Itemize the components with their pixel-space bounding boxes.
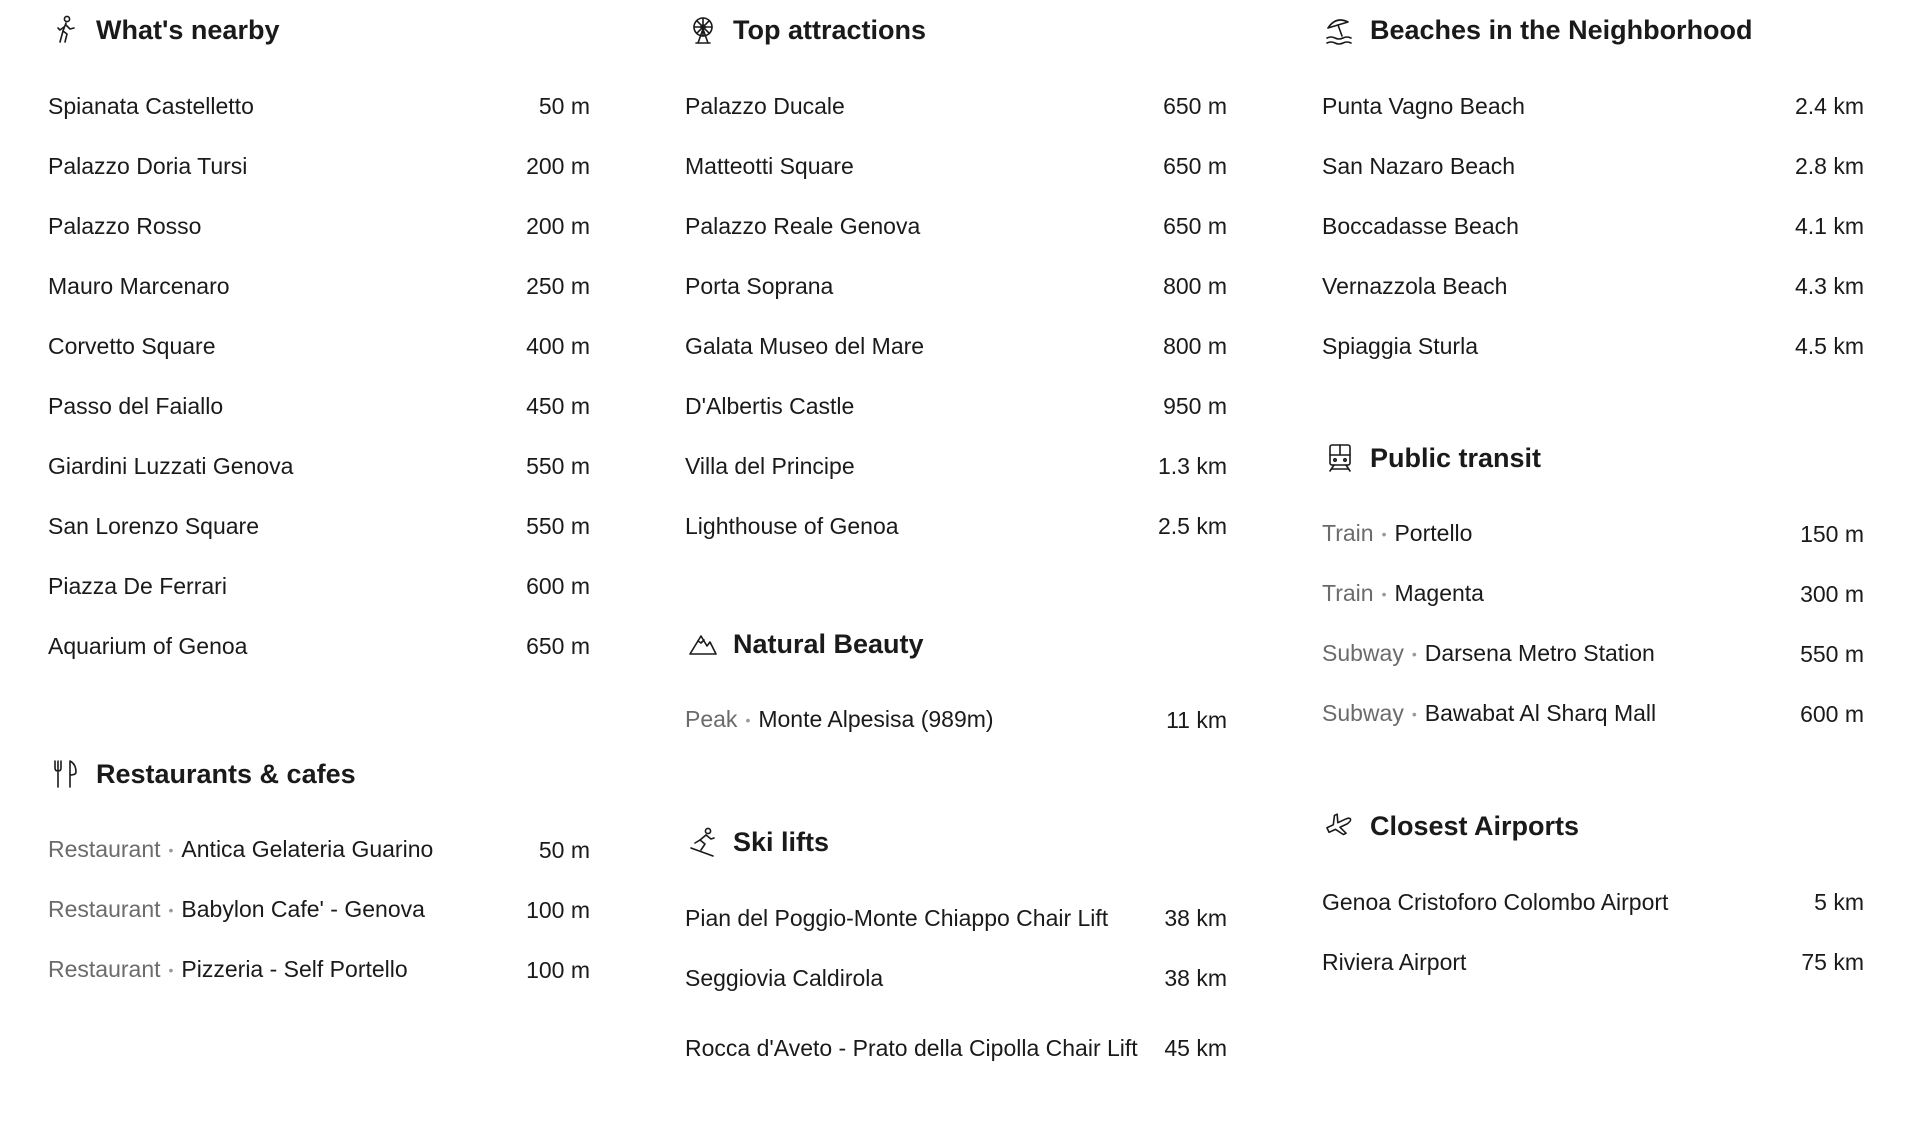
list-item[interactable] (48, 820, 590, 880)
place-name: Aquarium of Genoa (48, 633, 248, 659)
distance: 800 m (1163, 273, 1227, 299)
place-name: Spiaggia Sturla (1322, 333, 1478, 359)
distance: 11 km (1166, 707, 1227, 733)
place-name: Vernazzola Beach (1322, 273, 1508, 299)
distance: 5 km (1814, 889, 1864, 915)
list-item[interactable] (1322, 136, 1864, 196)
distance: 38 km (1164, 965, 1227, 991)
place-name: Lighthouse of Genoa (685, 513, 899, 539)
list-item[interactable] (1322, 504, 1864, 564)
distance: 2.5 km (1157, 513, 1227, 539)
place-name: Piazza De Ferrari (48, 573, 227, 599)
place-name: Villa del Principe (685, 453, 855, 479)
list-item[interactable] (48, 940, 590, 1000)
list-item[interactable] (685, 196, 1227, 256)
place-name: Giardini Luzzati Genova (48, 453, 294, 479)
distance: 650 m (1163, 153, 1227, 179)
list-item[interactable] (685, 256, 1227, 316)
distance: 1.3 km (1157, 453, 1227, 479)
distance: 250 m (526, 273, 590, 299)
section-natural-beauty (685, 614, 1227, 750)
place-name: Galata Museo del Mare (685, 333, 925, 359)
distance: 150 m (1800, 521, 1864, 547)
section-header (1322, 428, 1864, 488)
place-name: Genoa Cristoforo Colombo Airport (1322, 889, 1669, 915)
place-category: Peak (685, 705, 738, 732)
list-item[interactable] (48, 196, 590, 256)
list-item[interactable] (1322, 76, 1864, 136)
place-category: Train (1322, 579, 1374, 606)
distance: 600 m (1800, 701, 1864, 727)
place-name: Mauro Marcenaro (48, 273, 230, 299)
list-item[interactable] (685, 888, 1227, 948)
place-name: San Nazaro Beach (1322, 153, 1516, 179)
beach-umbrella-icon (1322, 12, 1358, 48)
distance: 450 m (526, 393, 590, 419)
place-category: Restaurant (48, 895, 161, 922)
distance: 4.3 km (1794, 273, 1864, 299)
list-item[interactable] (1322, 564, 1864, 624)
section-beaches (1322, 0, 1864, 376)
place-name: Babylon Cafe' - Genova (181, 895, 425, 922)
airplane-icon (1322, 808, 1358, 844)
place-name: Magenta (1394, 579, 1484, 606)
place-category: Train (1322, 519, 1374, 546)
place-name: San Lorenzo Square (48, 513, 259, 539)
place-name: Rocca d'Aveto - Prato della Cipolla Chair Lift (685, 1035, 1138, 1061)
list-item[interactable] (685, 1008, 1227, 1084)
distance: 2.8 km (1794, 153, 1864, 179)
list-item[interactable] (685, 496, 1227, 556)
section-header (1322, 796, 1864, 856)
section-header (48, 0, 590, 60)
distance: 100 m (526, 957, 590, 983)
distance: 400 m (526, 333, 590, 359)
list-item[interactable] (48, 436, 590, 496)
place-name: Matteotti Square (685, 153, 854, 179)
list-item[interactable] (48, 376, 590, 436)
column-middle (685, 0, 1227, 1136)
distance: 50 m (538, 837, 590, 863)
section-restaurants (48, 744, 590, 1000)
section-ski-lifts (685, 812, 1227, 1084)
place-category: Restaurant (48, 955, 161, 982)
place-name: Antica Gelateria Guarino (181, 835, 434, 862)
list-item[interactable] (48, 496, 590, 556)
separator-dot: • (168, 961, 174, 978)
distance: 650 m (526, 633, 590, 659)
section-title: Natural Beauty (733, 628, 924, 659)
separator-dot: • (1411, 645, 1417, 662)
list-item[interactable] (685, 376, 1227, 436)
list-item[interactable] (48, 556, 590, 616)
section-title: Closest Airports (1370, 810, 1580, 841)
place-name: D'Albertis Castle (685, 393, 855, 419)
distance: 950 m (1163, 393, 1227, 419)
section-whats-nearby (48, 0, 590, 676)
list-item[interactable] (685, 690, 1227, 750)
distance: 50 m (538, 93, 590, 119)
list-item[interactable] (48, 256, 590, 316)
section-closest-airports (1322, 796, 1864, 992)
place-name: Palazzo Ducale (685, 93, 845, 119)
place-category: Restaurant (48, 835, 161, 862)
column-left (48, 0, 590, 1052)
place-name: Pian del Poggio-Monte Chiappo Chair Lift (685, 905, 1109, 931)
mountain-icon (685, 626, 721, 662)
list-item[interactable] (1322, 196, 1864, 256)
separator-dot: • (168, 841, 174, 858)
list-item[interactable] (685, 136, 1227, 196)
section-title: What's nearby (96, 14, 280, 45)
section-header (685, 812, 1227, 872)
section-title: Ski lifts (733, 826, 830, 857)
list-item[interactable] (685, 948, 1227, 1008)
list-item[interactable] (1322, 316, 1864, 376)
list-item[interactable] (1322, 624, 1864, 684)
skier-icon (685, 824, 721, 860)
place-name: Pizzeria - Self Portello (181, 955, 408, 982)
section-header (48, 744, 590, 804)
list-item[interactable] (48, 316, 590, 376)
distance: 650 m (1163, 213, 1227, 239)
distance: 4.5 km (1794, 333, 1864, 359)
place-name: Monte Alpesisa (989m) (758, 705, 994, 732)
section-title: Top attractions (733, 14, 927, 45)
place-name: Punta Vagno Beach (1322, 93, 1525, 119)
list-item[interactable] (48, 76, 590, 136)
distance: 200 m (526, 213, 590, 239)
section-public-transit (1322, 428, 1864, 744)
distance: 800 m (1163, 333, 1227, 359)
place-name: Corvetto Square (48, 333, 216, 359)
distance: 200 m (526, 153, 590, 179)
list-item[interactable] (48, 136, 590, 196)
list-item[interactable] (685, 316, 1227, 376)
walking-person-icon (48, 12, 84, 48)
distance: 550 m (526, 513, 590, 539)
separator-dot: • (168, 901, 174, 918)
place-name: Portello (1394, 519, 1473, 546)
distance: 2.4 km (1794, 93, 1864, 119)
list-item[interactable] (685, 76, 1227, 136)
place-name: Palazzo Doria Tursi (48, 153, 248, 179)
train-icon (1322, 440, 1358, 476)
distance: 75 km (1801, 949, 1864, 975)
column-right (1322, 0, 1864, 1044)
distance: 550 m (526, 453, 590, 479)
distance: 4.1 km (1794, 213, 1864, 239)
place-name: Palazzo Rosso (48, 213, 202, 239)
separator-dot: • (1381, 585, 1387, 602)
separator-dot: • (1411, 705, 1417, 722)
place-name: Bawabat Al Sharq Mall (1424, 699, 1657, 726)
section-header (1322, 0, 1864, 60)
place-name: Spianata Castelletto (48, 93, 254, 119)
list-item[interactable] (1322, 256, 1864, 316)
section-header (685, 0, 1227, 60)
list-item[interactable] (685, 436, 1227, 496)
place-name: Boccadasse Beach (1322, 213, 1519, 239)
ferris-wheel-icon (685, 12, 721, 48)
distance: 650 m (1163, 93, 1227, 119)
place-name: Seggiovia Caldirola (685, 965, 884, 991)
place-name: Passo del Faiallo (48, 393, 224, 419)
list-item[interactable] (1322, 932, 1864, 992)
distance: 550 m (1800, 641, 1864, 667)
place-name: Porta Soprana (685, 273, 834, 299)
list-item[interactable] (1322, 872, 1864, 932)
section-top-attractions (685, 0, 1227, 556)
place-category: Subway (1322, 639, 1404, 666)
place-name: Palazzo Reale Genova (685, 213, 921, 239)
distance: 38 km (1164, 905, 1227, 931)
separator-dot: • (1381, 525, 1387, 542)
distance: 300 m (1800, 581, 1864, 607)
list-item[interactable] (1322, 684, 1864, 744)
distance: 600 m (526, 573, 590, 599)
section-title: Restaurants & cafes (96, 758, 356, 789)
fork-knife-icon (48, 756, 84, 792)
distance: 100 m (526, 897, 590, 923)
separator-dot: • (745, 711, 751, 728)
section-title: Public transit (1370, 442, 1542, 473)
list-item[interactable] (48, 880, 590, 940)
distance: 45 km (1164, 1035, 1227, 1061)
place-name: Riviera Airport (1322, 949, 1467, 975)
place-category: Subway (1322, 699, 1404, 726)
place-name: Darsena Metro Station (1424, 639, 1655, 666)
list-item[interactable] (48, 616, 590, 676)
section-header (685, 614, 1227, 674)
section-title: Beaches in the Neighborhood (1370, 14, 1753, 45)
